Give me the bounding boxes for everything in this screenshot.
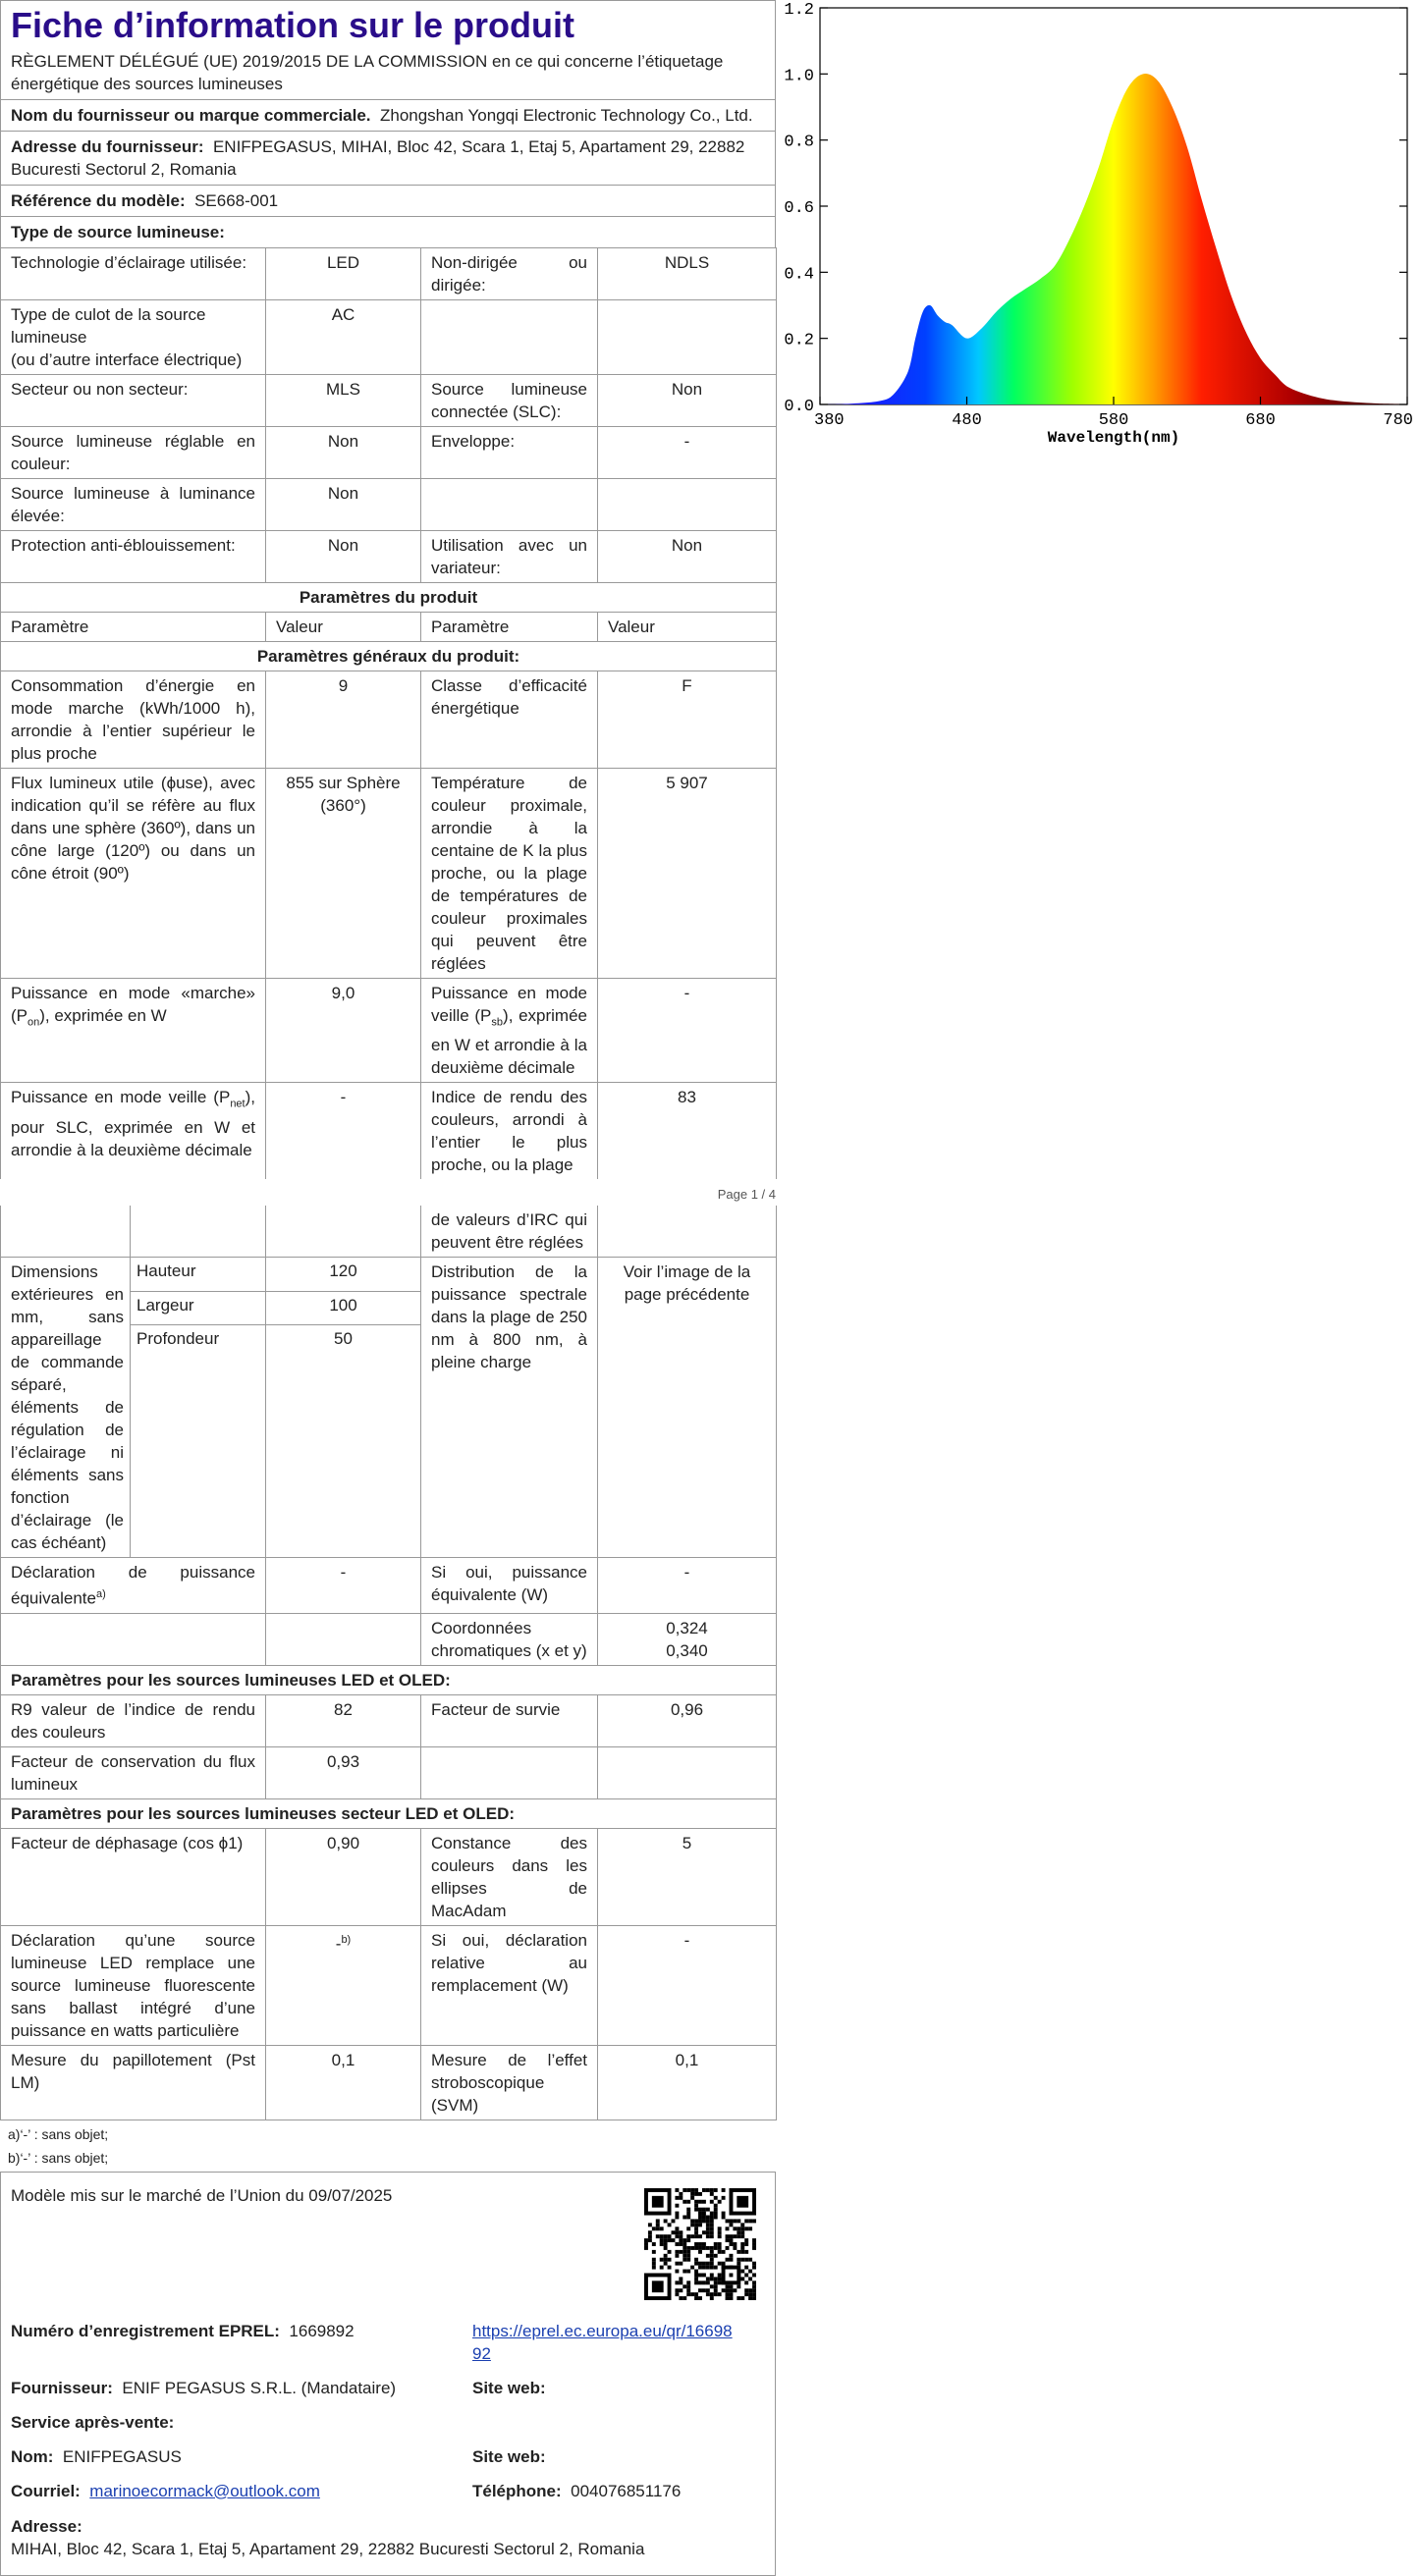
supplier-value: Zhongshan Yongqi Electronic Technology Co., Ltd.: [379, 106, 753, 125]
model-value: SE668-001: [194, 191, 279, 210]
dimensions-row: Dimensions extérieures en mm, sans appareillage de commande séparé, éléments de régulation de l’éclairage ni éléments sans fonction d’éclairage (le cas échéant) Hauteur 120 Distribution de la puissance spectrale dans la plage de 250 nm à 800 nm, à pleine charge Voir l’image de la page précédente: [1, 1258, 777, 1292]
spectrum-area: [820, 74, 1407, 404]
spec-table-1: [0, 247, 777, 1179]
table-row: Flux lumineux utile (ϕuse), avec indication qu’il se réfère au flux dans une sphère (360º), dans un cône large (120º) ou dans un cône étroit (90º) 855 sur Sphère (360°) Température de couleur proximale, arrondie à la centaine de K la plus proche, ou la plage de températures de couleur proximales qui peuvent être réglées 5 907: [1, 769, 777, 979]
table-row: Facteur de déphasage (cos ϕ1) 0,90 Constance des couleurs dans les ellipses de MacAdam 5: [1, 1828, 777, 1925]
supplier-label: Nom du fournisseur ou marque commerciale.: [11, 106, 371, 125]
table-row: Largeur 100: [1, 1291, 777, 1325]
led-params-header: Paramètres pour les sources lumineuses LED et OLED:: [1, 1665, 777, 1694]
model-row: [1, 186, 775, 217]
phone-row: Téléphone: 004076851176: [472, 2481, 682, 2500]
y-tick-label: 1.0: [784, 67, 814, 86]
site-label: Site web:: [472, 2378, 546, 2397]
table-row: Déclaration qu’une source lumineuse LED remplace une source lumineuse fluorescente sans ballast intégré d’une puissance en watts particulière -$^{b)}$ Si oui, déclaration relative au remplacement (W) -: [1, 1925, 777, 2045]
table-row: Type de culot de la source lumineuse (ou d’autre interface électrique) AC: [1, 300, 777, 375]
table-row: Coordonnées chromatiques (x et y) 0,324 0,340: [1, 1613, 777, 1665]
footnote-a: a)‘-’ : sans objet;: [8, 2125, 109, 2142]
source-type-header: Type de source lumineuse:: [11, 223, 225, 242]
site-label-2: Site web:: [472, 2446, 546, 2466]
table-row: Secteur ou non secteur: MLS Source lumineuse connectée (SLC): Non: [1, 375, 777, 427]
footnote-b: b)‘-’ : sans objet;: [8, 2149, 109, 2166]
regulation-text: RÈGLEMENT DÉLÉGUÉ (UE) 2019/2015 DE LA COMMISSION en ce qui concerne l’étiquetage énergétique des sources lumineuses: [1, 48, 775, 100]
column-headers: Paramètre Valeur Paramètre Valeur: [1, 613, 777, 642]
address-value-footer: MIHAI, Bloc 42, Scara 1, Etaj 5, Apartament 29, 22882 Bucuresti Sectorul 2, Romania: [11, 2539, 645, 2558]
model-label: Référence du modèle:: [11, 191, 186, 210]
x-tick-label: 680: [1245, 411, 1276, 430]
x-tick-label: 780: [1383, 411, 1413, 430]
y-tick-label: 0.4: [784, 265, 814, 285]
y-tick-label: 0.8: [784, 133, 814, 152]
table-row: Source lumineuse à luminance élevée: Non: [1, 479, 777, 531]
table-row: Profondeur 50: [1, 1325, 777, 1558]
product-params-header: Paramètres du produit: [1, 583, 777, 613]
spec-table-2: [0, 1206, 777, 2120]
market-date: Modèle mis sur le marché de l’Union du 09/07/2025: [11, 2185, 393, 2205]
email-row: Courriel: marinoecormack@outlook.com: [11, 2481, 320, 2500]
y-tick-label: 0.2: [784, 331, 814, 350]
page-title: Fiche d’information sur le produit: [11, 5, 575, 45]
registration-box: [0, 2172, 776, 2576]
spectral-distribution-chart: [776, 0, 1420, 461]
eprel-link[interactable]: https://eprel.ec.europa.eu/qr/1669892: [472, 2321, 733, 2363]
table-row: Source lumineuse réglable en couleur: Non Enveloppe: -: [1, 427, 777, 479]
x-tick-label: 580: [1098, 411, 1129, 430]
service-label: Service après-vente:: [11, 2412, 175, 2432]
table-row: Puissance en mode «marche» $(P_{on})$, exprimée en W 9,0 Puissance en mode veille $(P_{sb})$, exprimée en W et arrondie à la deuxième décimale -: [1, 979, 777, 1083]
address-label-footer: Adresse:: [11, 2516, 82, 2536]
y-tick-label: 0.0: [784, 398, 814, 416]
email-link[interactable]: marinoecormack@outlook.com: [89, 2481, 320, 2500]
address-value: ENIFPEGASUS, MIHAI, Bloc 42, Scara 1, Etaj 5, Apartament 29, 22882 Bucuresti Sectorul 2, Romania: [11, 137, 745, 179]
table-row: Consommation d’énergie en mode marche (kWh/1000 h), arrondie à l’entier supérieur le plus proche 9 Classe d’efficacité énergétique F: [1, 671, 777, 769]
general-params-header: Paramètres généraux du produit:: [1, 642, 777, 671]
address-row: [1, 132, 775, 186]
page-number: Page 1 / 4: [717, 1187, 776, 1202]
eprel-row: Numéro d’enregistrement EPREL: 1669892: [11, 2321, 355, 2340]
x-tick-label: 380: [814, 411, 845, 430]
table-row: Facteur de conservation du flux lumineux 0,93: [1, 1746, 777, 1798]
table-row: Puissance en mode veille $(P_{net})$, pour SLC, exprimée en W et arrondie à la deuxième décimale - Indice de rendu des couleurs, arrondi à l’entier le plus proche, ou la plage 83: [1, 1083, 777, 1180]
page-1: [0, 0, 776, 1179]
footer-supplier: Fournisseur: ENIF PEGASUS S.R.L. (Mandataire): [11, 2378, 397, 2397]
table-row: Protection anti-éblouissement: Non Utilisation avec un variateur: Non: [1, 531, 777, 583]
y-tick-label: 0.6: [784, 199, 814, 218]
qr-code-icon: [644, 2188, 756, 2300]
page-2: [0, 1206, 776, 2576]
y-tick-label: 1.2: [784, 1, 814, 20]
service-name: Nom: ENIFPEGASUS: [11, 2446, 182, 2466]
x-tick-label: 480: [952, 411, 982, 430]
mains-params-header: Paramètres pour les sources lumineuses secteur LED et OLED:: [1, 1798, 777, 1828]
table-row: R9 valeur de l’indice de rendu des couleurs 82 Facteur de survie 0,96: [1, 1694, 777, 1746]
x-axis-label: Wavelength(nm): [1047, 429, 1180, 447]
table-row: Mesure du papillotement (Pst LM) 0,1 Mesure de l’effet stroboscopique (SVM) 0,1: [1, 2045, 777, 2120]
table-row: de valeurs d’IRC qui peuvent être réglées: [1, 1206, 777, 1258]
supplier-row: [1, 100, 775, 132]
address-label: Adresse du fournisseur:: [11, 137, 204, 156]
table-row: Technologie d’éclairage utilisée: LED Non-dirigée ou dirigée: NDLS: [1, 248, 777, 300]
table-row: Déclaration de puissance équivalente$^{a)}$ - Si oui, puissance équivalente (W) -: [1, 1558, 777, 1614]
